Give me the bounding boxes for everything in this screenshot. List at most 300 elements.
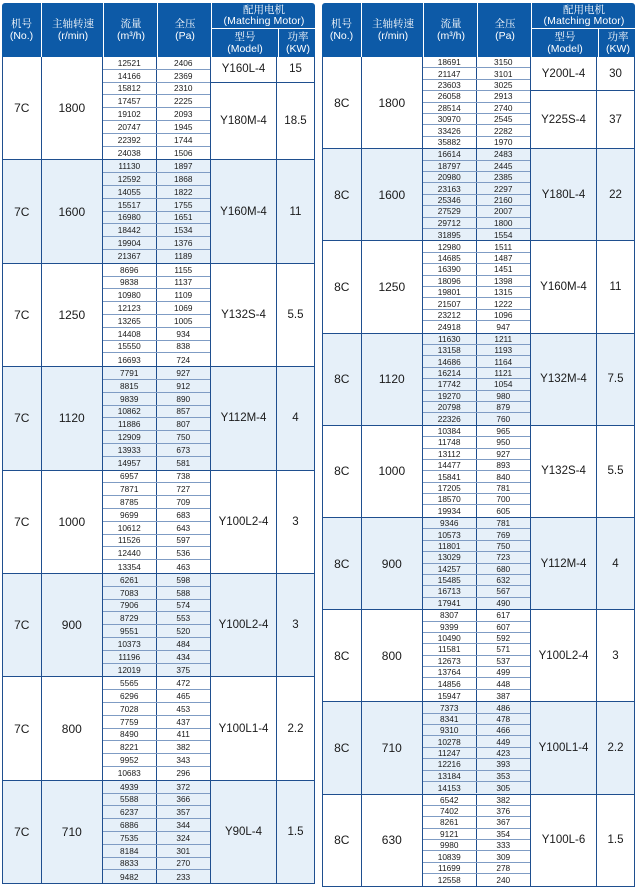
- pressure-value: 278: [496, 863, 511, 874]
- data-row: [103, 870, 210, 883]
- flow-value: 16214: [423, 368, 477, 378]
- speed-cell: 900: [42, 574, 103, 676]
- header-power: [278, 29, 317, 57]
- pressure-value: 490: [496, 598, 511, 609]
- pressure-value: 567: [496, 586, 511, 597]
- machine-no-cell: 8C: [323, 57, 362, 148]
- data-row: [423, 229, 530, 240]
- motor-power-cell: 22: [609, 188, 622, 201]
- pressure-value: 2406: [174, 57, 193, 68]
- motor-power-cell: 37: [609, 113, 622, 126]
- pressure-value: 2310: [174, 83, 193, 94]
- motor-model-cell: Y100L2-4: [211, 574, 277, 676]
- motor-model-cell: Y160M-4: [211, 160, 277, 262]
- flow-value: 16980: [103, 212, 157, 224]
- speed-cell: 1250: [42, 264, 103, 366]
- data-row: [103, 560, 210, 573]
- flow-value: 12592: [103, 173, 157, 185]
- header-motor-en: (Matching Motor): [543, 14, 625, 27]
- data-row: [423, 149, 530, 160]
- pressure-value: 1651: [174, 212, 193, 223]
- pressure-value: 673: [176, 444, 191, 455]
- motor-row: [531, 795, 634, 886]
- pressure-value: 1800: [494, 217, 513, 228]
- data-row: [423, 161, 530, 172]
- flow-value: 8815: [103, 380, 157, 392]
- flow-value: 35882: [423, 137, 477, 148]
- motor-model-cell: Y100L2-4: [211, 471, 277, 573]
- pressure-value: 2160: [494, 194, 513, 205]
- machine-no-cell: 8C: [323, 702, 362, 793]
- pressure-value: 727: [176, 484, 191, 495]
- motor-row: [531, 610, 634, 701]
- flow-pressure-rows: [423, 610, 531, 701]
- data-row: [103, 600, 210, 613]
- flow-value: 24038: [103, 147, 157, 160]
- group-row: [323, 57, 634, 149]
- flow-value: 16390: [423, 264, 477, 274]
- flow-value: 12440: [103, 547, 157, 559]
- flow-value: 9952: [103, 754, 157, 766]
- flow-value: 12980: [423, 241, 477, 251]
- data-row: [103, 289, 210, 302]
- flow-value: 19934: [423, 505, 477, 516]
- pressure-value: 1511: [494, 241, 513, 252]
- pressure-value: 2545: [494, 114, 513, 125]
- group-row: [323, 241, 634, 333]
- table-body: [2, 57, 315, 884]
- pressure-value: 592: [496, 633, 511, 644]
- motor-power-cell: 2.2: [607, 741, 624, 754]
- pressure-value: 270: [176, 858, 191, 869]
- pressure-value: 965: [496, 425, 511, 436]
- data-row: [423, 253, 530, 264]
- flow-value: 21367: [103, 250, 157, 263]
- data-row: [103, 380, 210, 393]
- pressure-value: 890: [176, 393, 191, 404]
- data-row: [103, 57, 210, 70]
- machine-no-cell: 7C: [3, 160, 42, 262]
- data-row: [423, 678, 530, 689]
- motor-column: [211, 57, 314, 159]
- flow-value: 10683: [103, 767, 157, 780]
- data-row: [103, 367, 210, 380]
- flow-value: 20980: [423, 172, 477, 182]
- flow-value: 7759: [103, 716, 157, 728]
- header-pressure-unit: (Pa): [495, 30, 515, 42]
- flow-value: 10862: [103, 406, 157, 418]
- header-motor-model-en: (Model): [227, 43, 263, 55]
- header-flow-label: 流量: [440, 18, 462, 30]
- flow-value: 24918: [423, 321, 477, 332]
- group-row: [3, 781, 314, 883]
- motor-row: [211, 264, 314, 366]
- flow-value: 27529: [423, 206, 477, 216]
- data-row: [423, 298, 530, 309]
- data-row: [103, 819, 210, 832]
- data-row: [103, 70, 210, 83]
- data-row: [423, 483, 530, 494]
- flow-value: 19270: [423, 391, 477, 401]
- header-motor-model-label: 型号: [234, 31, 256, 43]
- flow-value: 29712: [423, 218, 477, 228]
- pressure-value: 1189: [174, 251, 193, 262]
- machine-no-cell: 8C: [323, 610, 362, 701]
- motor-power-cell: 30: [609, 67, 622, 80]
- flow-value: 12558: [423, 874, 477, 885]
- flow-value: 8833: [103, 858, 157, 870]
- flow-value: 8696: [103, 264, 157, 276]
- machine-no-cell: 8C: [323, 518, 362, 609]
- data-row: [423, 505, 530, 516]
- speed-cell: 1600: [42, 160, 103, 262]
- flow-value: 16713: [423, 586, 477, 596]
- flow-value: 33426: [423, 125, 477, 135]
- motor-column: [531, 57, 634, 148]
- data-row: [423, 195, 530, 206]
- data-row: [423, 241, 530, 252]
- speed-cell: 710: [362, 702, 423, 793]
- pressure-value: 3150: [494, 57, 513, 68]
- flow-value: 23212: [423, 310, 477, 320]
- flow-value: 15841: [423, 471, 477, 481]
- flow-value: 13265: [103, 315, 157, 327]
- flow-pressure-rows: [423, 149, 531, 240]
- pressure-value: 449: [496, 736, 511, 747]
- motor-power-cell: 1.5: [287, 825, 304, 838]
- pressure-value: 2740: [494, 102, 513, 113]
- pressure-value: 553: [176, 613, 191, 624]
- flow-value: 12673: [423, 656, 477, 666]
- flow-value: 14257: [423, 564, 477, 574]
- data-row: [423, 610, 530, 621]
- data-row: [423, 137, 530, 148]
- data-row: [423, 806, 530, 817]
- data-row: [103, 781, 210, 794]
- flow-pressure-rows: [103, 264, 211, 366]
- data-row: [103, 612, 210, 625]
- pressure-value: 709: [176, 497, 191, 508]
- flow-value: 10490: [423, 633, 477, 643]
- flow-value: 14856: [423, 678, 477, 688]
- data-row: [103, 625, 210, 638]
- flow-value: 17941: [423, 598, 477, 609]
- machine-no-cell: 7C: [3, 471, 42, 573]
- flow-value: 13029: [423, 552, 477, 562]
- data-row: [423, 218, 530, 229]
- machine-no-cell: 7C: [3, 677, 42, 779]
- pressure-value: 738: [176, 471, 191, 482]
- flow-value: 19801: [423, 287, 477, 297]
- data-row: [423, 851, 530, 862]
- motor-model-cell: Y112M-4: [211, 367, 277, 469]
- pressure-value: 520: [176, 626, 191, 637]
- header-power-label: 功率: [607, 31, 629, 43]
- pressure-value: 465: [176, 691, 191, 702]
- pressure-value: 605: [496, 506, 511, 517]
- motor-model-cell: Y100L1-4: [211, 677, 277, 779]
- flow-value: 20798: [423, 402, 477, 412]
- pressure-value: 927: [496, 448, 511, 459]
- flow-value: 14477: [423, 460, 477, 470]
- data-row: [423, 264, 530, 275]
- header-flow-label: 流量: [120, 18, 142, 30]
- flow-value: 9839: [103, 393, 157, 405]
- data-row: [103, 199, 210, 212]
- pressure-value: 1376: [174, 238, 193, 249]
- header-speed-unit: (r/min): [57, 30, 89, 42]
- flow-value: 4939: [103, 781, 157, 793]
- flow-pressure-rows: [423, 702, 531, 793]
- header-power: [598, 29, 637, 57]
- pressure-value: 750: [496, 540, 511, 551]
- data-row: [103, 237, 210, 250]
- speed-cell: 1250: [362, 241, 423, 332]
- data-row: [423, 817, 530, 828]
- data-row: [103, 134, 210, 147]
- data-row: [423, 863, 530, 874]
- motor-row: [211, 367, 314, 469]
- pressure-value: 2007: [494, 206, 513, 217]
- motor-row: [211, 57, 314, 83]
- data-row: [423, 541, 530, 552]
- flow-value: 8785: [103, 496, 157, 508]
- data-row: [103, 587, 210, 600]
- data-row: [423, 103, 530, 114]
- pressure-value: 353: [496, 770, 511, 781]
- pressure-value: 571: [496, 644, 511, 655]
- data-row: [103, 250, 210, 263]
- group-row: [323, 610, 634, 702]
- motor-model-cell: Y132M-4: [531, 334, 597, 425]
- data-row: [103, 509, 210, 522]
- pressure-value: 2385: [494, 172, 513, 183]
- data-row: [423, 413, 530, 424]
- data-row: [423, 771, 530, 782]
- data-row: [423, 437, 530, 448]
- data-row: [103, 160, 210, 173]
- flow-value: 5588: [103, 794, 157, 806]
- data-row: [103, 806, 210, 819]
- pressure-value: 343: [176, 755, 191, 766]
- motor-column: [211, 781, 314, 883]
- pressure-value: 3025: [494, 79, 513, 90]
- motor-column: [531, 149, 634, 240]
- pressure-value: 680: [496, 563, 511, 574]
- flow-value: 11630: [423, 334, 477, 344]
- data-row: [423, 114, 530, 125]
- pressure-value: 1755: [174, 199, 193, 210]
- flow-value: 13354: [103, 560, 157, 573]
- flow-value: 9310: [423, 725, 477, 735]
- motor-row: [531, 241, 634, 332]
- pressure-value: 700: [496, 494, 511, 505]
- pressure-value: 1222: [494, 298, 513, 309]
- flow-value: 6261: [103, 574, 157, 586]
- pressure-value: 1534: [174, 225, 193, 236]
- flow-value: 12216: [423, 759, 477, 769]
- data-row: [103, 353, 210, 366]
- header-model-no-en: (No.): [9, 30, 34, 42]
- pressure-value: 1137: [174, 277, 193, 288]
- flow-value: 12123: [103, 302, 157, 314]
- data-row: [423, 644, 530, 655]
- pressure-value: 309: [496, 851, 511, 862]
- data-row: [103, 457, 210, 470]
- motor-column: [531, 426, 634, 517]
- motor-row: [531, 426, 634, 517]
- motor-row: [211, 574, 314, 676]
- data-row: [423, 494, 530, 505]
- flow-value: 18442: [103, 224, 157, 236]
- speed-cell: 1600: [362, 149, 423, 240]
- data-row: [423, 529, 530, 540]
- motor-model-cell: Y100L1-4: [531, 702, 597, 793]
- fan-table-left: [2, 3, 315, 884]
- flow-value: 7028: [103, 703, 157, 715]
- machine-no-cell: 8C: [323, 334, 362, 425]
- data-row: [423, 334, 530, 345]
- header-motor: [531, 3, 636, 57]
- flow-value: 9980: [423, 840, 477, 850]
- data-row: [103, 264, 210, 277]
- flow-value: 25346: [423, 195, 477, 205]
- pressure-value: 537: [496, 655, 511, 666]
- group-row: [3, 160, 314, 263]
- pressure-value: 387: [496, 690, 511, 701]
- header-pressure: [477, 3, 532, 57]
- motor-row: [211, 83, 314, 160]
- flow-value: 6957: [103, 471, 157, 483]
- pressure-value: 1398: [494, 275, 513, 286]
- pressure-value: 598: [176, 574, 191, 585]
- speed-cell: 1800: [42, 57, 103, 159]
- motor-model-cell: Y112M-4: [531, 518, 597, 609]
- data-row: [103, 754, 210, 767]
- flow-value: 12909: [103, 431, 157, 443]
- flow-value: 10373: [103, 638, 157, 650]
- flow-value: 6296: [103, 690, 157, 702]
- flow-value: 14153: [423, 782, 477, 793]
- flow-value: 9121: [423, 829, 477, 839]
- header-speed: [41, 3, 104, 57]
- flow-value: 11526: [103, 535, 157, 547]
- data-row: [103, 638, 210, 651]
- pressure-value: 2369: [174, 70, 193, 81]
- pressure-value: 2445: [494, 160, 513, 171]
- speed-cell: 800: [42, 677, 103, 779]
- flow-value: 14957: [103, 457, 157, 470]
- flow-value: 11748: [423, 437, 477, 447]
- flow-value: 13933: [103, 444, 157, 456]
- pressure-value: 1554: [494, 229, 513, 240]
- pressure-value: 879: [496, 402, 511, 413]
- data-row: [423, 656, 530, 667]
- data-row: [423, 586, 530, 597]
- motor-row: [531, 91, 634, 148]
- flow-value: 9551: [103, 625, 157, 637]
- motor-power-cell: 2.2: [287, 722, 304, 735]
- flow-value: 11801: [423, 541, 477, 551]
- speed-cell: 800: [362, 610, 423, 701]
- pressure-value: 1487: [494, 252, 513, 263]
- flow-value: 9838: [103, 277, 157, 289]
- pressure-value: 781: [496, 482, 511, 493]
- pressure-value: 617: [496, 610, 511, 621]
- data-row: [103, 741, 210, 754]
- pressure-value: 333: [496, 840, 511, 851]
- flow-value: 8307: [423, 610, 477, 620]
- header-motor-model: [212, 29, 278, 57]
- flow-value: 18570: [423, 494, 477, 504]
- motor-column: [531, 334, 634, 425]
- data-row: [423, 690, 530, 701]
- flow-value: 21147: [423, 68, 477, 78]
- data-row: [423, 840, 530, 851]
- flow-value: 13764: [423, 667, 477, 677]
- data-row: [423, 782, 530, 793]
- header-motor-model: [532, 29, 598, 57]
- motor-model-cell: Y100L2-4: [531, 610, 597, 701]
- pressure-value: 305: [496, 782, 511, 793]
- data-row: [103, 858, 210, 871]
- data-row: [423, 725, 530, 736]
- flow-value: 6542: [423, 795, 477, 805]
- flow-value: 14055: [103, 186, 157, 198]
- data-row: [103, 703, 210, 716]
- data-row: [103, 224, 210, 237]
- pressure-value: 588: [176, 587, 191, 598]
- pressure-value: 683: [176, 509, 191, 520]
- flow-pressure-rows: [423, 518, 531, 609]
- pressure-value: 2093: [174, 109, 193, 120]
- flow-value: 15485: [423, 575, 477, 585]
- header-model-no: [322, 3, 361, 57]
- pressure-value: 1164: [494, 356, 513, 367]
- pressure-value: 2483: [494, 149, 513, 160]
- data-row: [103, 431, 210, 444]
- data-row: [423, 471, 530, 482]
- data-row: [103, 522, 210, 535]
- data-row: [423, 287, 530, 298]
- flow-value: 14686: [423, 356, 477, 366]
- header-model-no: [2, 3, 41, 57]
- motor-column: [211, 471, 314, 573]
- data-row: [423, 874, 530, 885]
- flow-value: 13158: [423, 345, 477, 355]
- pressure-value: 840: [496, 471, 511, 482]
- flow-value: 8729: [103, 612, 157, 624]
- header-pressure-label: 全压: [174, 18, 196, 30]
- data-row: [103, 483, 210, 496]
- flow-value: 9482: [103, 870, 157, 883]
- flow-value: 11699: [423, 863, 477, 873]
- flow-value: 7535: [103, 832, 157, 844]
- flow-value: 22392: [103, 134, 157, 146]
- speed-cell: 1000: [362, 426, 423, 517]
- data-row: [423, 183, 530, 194]
- pressure-value: 1096: [494, 309, 513, 320]
- pressure-value: 597: [176, 535, 191, 546]
- flow-value: 10573: [423, 529, 477, 539]
- data-row: [103, 173, 210, 186]
- pressure-value: 393: [496, 759, 511, 770]
- header-model-no-label: 机号: [331, 18, 352, 30]
- motor-row: [211, 471, 314, 573]
- flow-value: 10278: [423, 736, 477, 746]
- flow-value: 15812: [103, 83, 157, 95]
- flow-pressure-rows: [103, 781, 211, 883]
